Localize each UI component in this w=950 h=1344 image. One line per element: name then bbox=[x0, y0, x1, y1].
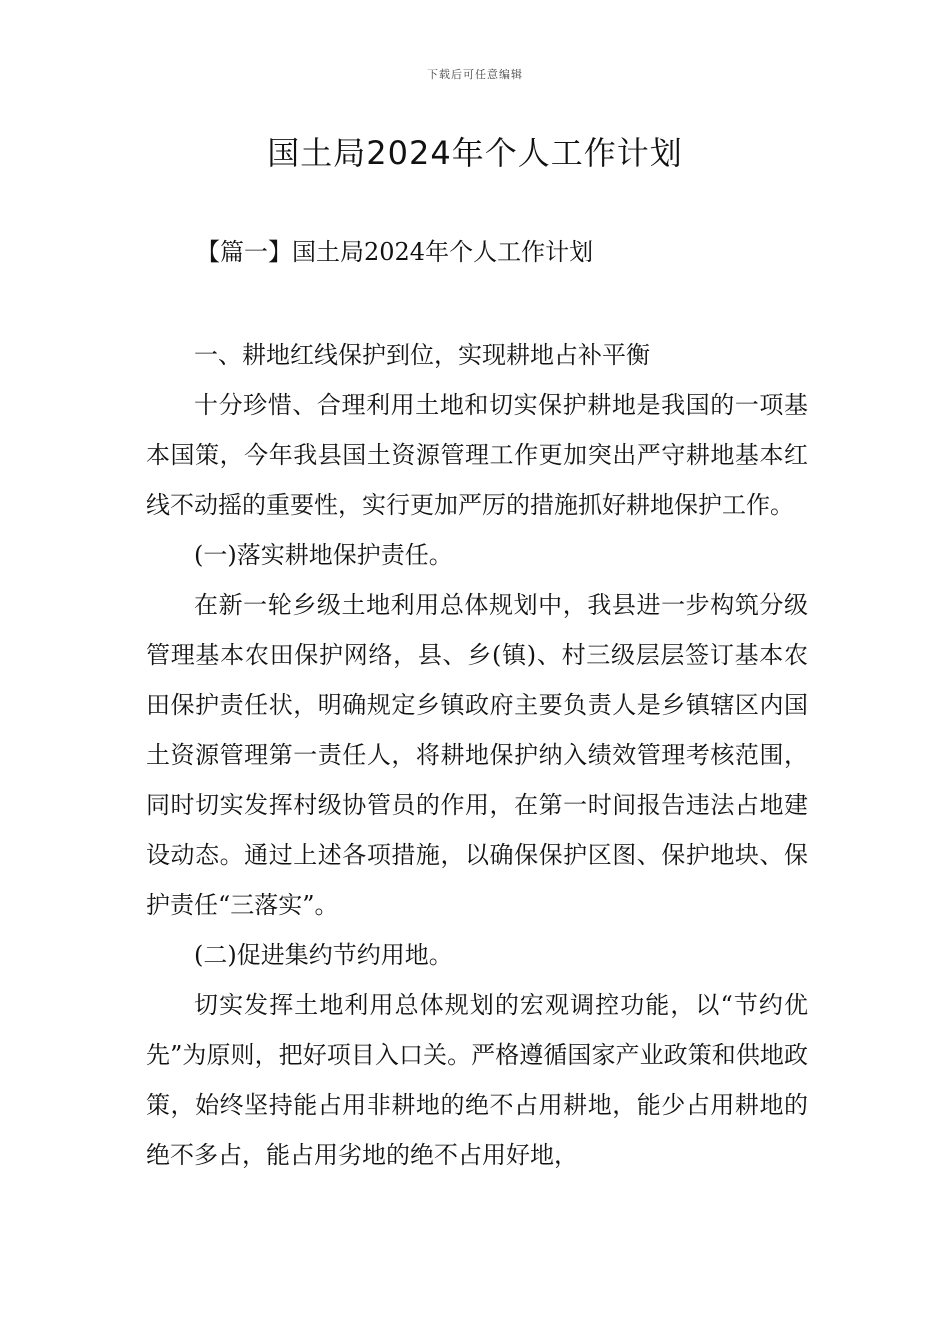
paragraph: 十分珍惜、合理利用土地和切实保护耕地是我国的一项基本国策，今年我县国土资源管理工作更加突出严守耕地基本红线不动摇的重要性，实行更加严厉的措施抓好耕地保护工作。 bbox=[146, 391, 808, 519]
section-subtitle: 【篇一】国土局2024年个人工作计划 bbox=[196, 238, 594, 266]
header-note: 下载后可任意编辑 bbox=[427, 68, 523, 81]
document-title: 国土局2024年个人工作计划 bbox=[267, 134, 683, 172]
subsection-heading: (二)促进集约节约用地。 bbox=[194, 941, 453, 969]
paragraph: 在新一轮乡级土地利用总体规划中，我县进一步构筑分级管理基本农田保护网络，县、乡(镇)、村三级层层签订基本农田保护责任状，明确规定乡镇政府主要负责人是乡镇辖区内国土资源管理第一责任人，将耕地保护纳入绩效管理考核范围，同时切实发挥村级协管员的作用，在第一时间报告违法占地建设动态。通过上述各项措施，以确保保护区图、保护地块、保护责任“三落实”。 bbox=[146, 591, 808, 919]
document-body bbox=[146, 330, 808, 1180]
section-heading: 一、耕地红线保护到位，实现耕地占补平衡 bbox=[194, 341, 650, 369]
subsection-heading: (一)落实耕地保护责任。 bbox=[194, 541, 453, 569]
paragraph: 切实发挥土地利用总体规划的宏观调控功能，以“节约优先”为原则，把好项目入口关。严格遵循国家产业政策和供地政策，始终坚持能占用非耕地的绝不占用耕地，能少占用耕地的绝不多占，能占用劣地的绝不占用好地， bbox=[146, 991, 808, 1169]
